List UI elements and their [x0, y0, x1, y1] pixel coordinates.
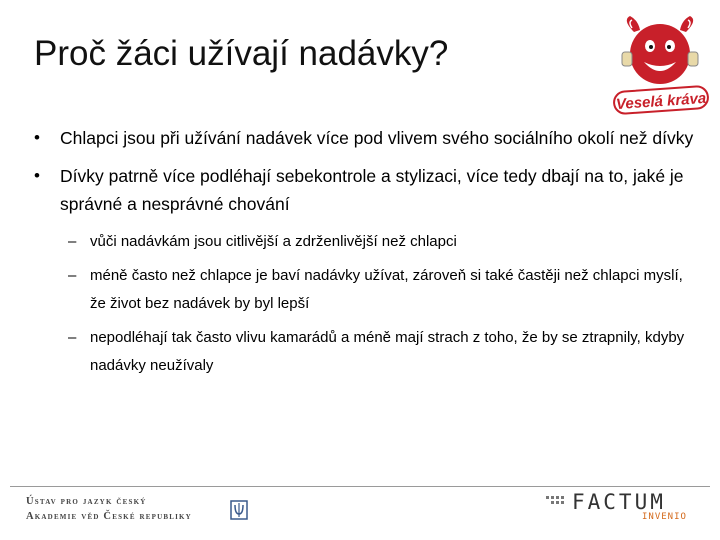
partner-logo-subtitle: INVENIO: [642, 512, 687, 522]
bullet-marker: •: [34, 128, 40, 147]
sub-bullet-item: [30, 228, 700, 256]
institute-name: [26, 494, 192, 524]
bullet-text: Dívky patrně více podléhají sebekontrole a stylizaci, více tedy dbají na to, jaké je správné a nesprávné chování: [60, 166, 684, 214]
bullet-item: [30, 124, 700, 152]
institute-line-1: Ústav pro jazyk český: [26, 496, 147, 507]
slide-content: [30, 124, 700, 386]
institute-emblem-icon: [230, 500, 248, 520]
sub-bullet-text: nepodléhají tak často vlivu kamarádů a méně mají strach z toho, že by se ztrapnily, kdyby nadávky neužívaly: [90, 329, 685, 374]
sub-bullet-text: méně často než chlapce je baví nadávky užívat, zároveň si také častěji než chlapci myslí, že život bez nadávek by byl lepší: [90, 267, 683, 312]
slide-title: Proč žáci užívají nadávky?: [34, 34, 449, 73]
dash-marker: –: [68, 233, 77, 250]
footer-divider: [10, 486, 710, 487]
sub-bullet-item: [30, 324, 700, 380]
dash-marker: –: [68, 267, 77, 284]
sub-bullet-item: [30, 262, 700, 318]
dash-marker: –: [68, 329, 77, 346]
bullet-item: [30, 162, 700, 218]
partner-logo-word: FACTUM: [572, 490, 666, 514]
partner-logo-dots-icon: [546, 496, 568, 508]
institute-line-2: Akademie věd České republiky: [26, 511, 192, 522]
bullet-text: Chlapci jsou při užívání nadávek více pod vlivem svého sociálního okolí než dívky: [60, 128, 694, 148]
bullet-marker: •: [34, 166, 40, 185]
logo-label: Veselá kráva: [612, 85, 709, 116]
sub-bullet-text: vůči nadávkám jsou citlivější a zdrženlivější než chlapci: [90, 233, 457, 250]
